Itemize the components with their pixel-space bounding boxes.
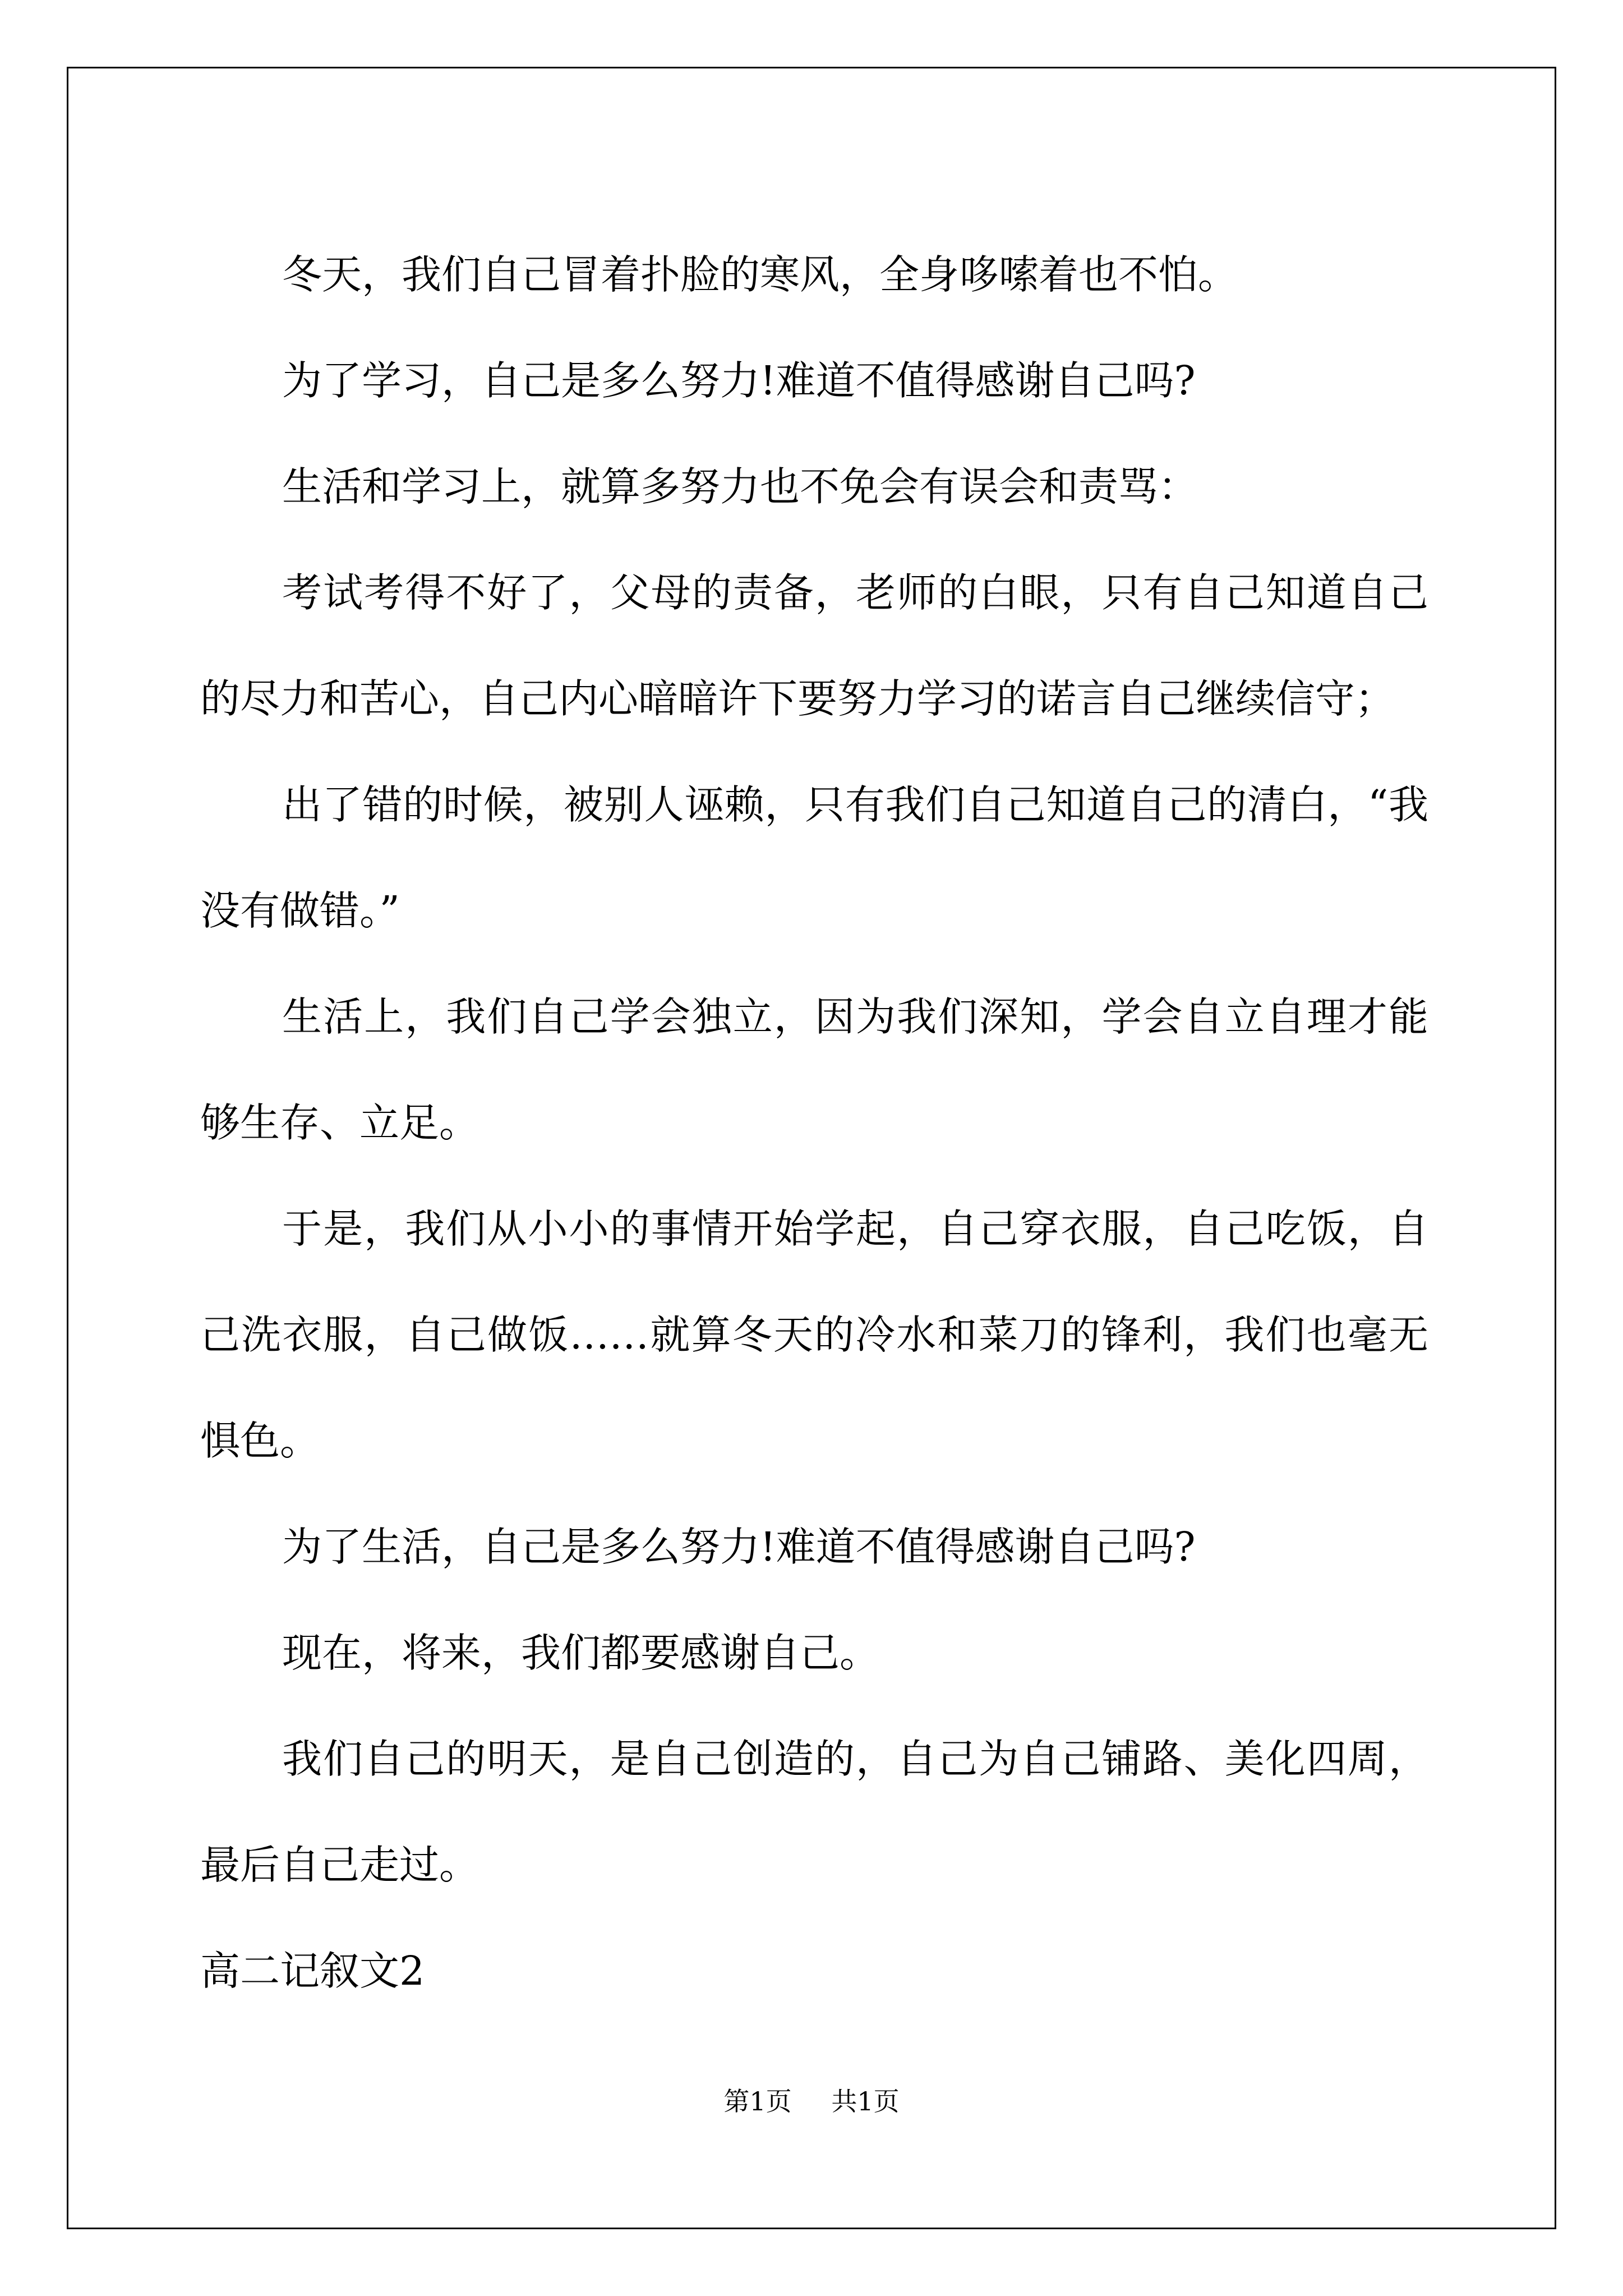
paragraph: 为了生活，自己是多么努力!难道不值得感谢自己吗? <box>282 1524 1196 1570</box>
paragraph: 我们自己的明天，是自己创造的，自己为自己铺路、美化四周，最后自己走过。 <box>200 1736 1428 1888</box>
paragraph: 现在，将来，我们都要感谢自己。 <box>282 1630 880 1676</box>
paragraph: 考试考得不好了，父母的责备，老师的白眼，只有自己知道自己的尽力和苦心，自己内心暗暗许下要努力学习的诺言自己继续信守； <box>200 569 1428 722</box>
paragraph: 为了学习，自己是多么努力!难道不值得感谢自己吗? <box>282 357 1196 404</box>
page-number: 第1页 <box>723 2086 792 2116</box>
section-heading: 高二记叙文2 <box>200 1948 425 1994</box>
document-body <box>200 222 1428 2024</box>
paragraph: 于是，我们从小小的事情开始学起，自己穿衣服，自己吃饭，自己洗衣服，自己做饭……就算冬天的冷水和菜刀的锋利，我们也毫无惧色。 <box>200 1205 1428 1464</box>
page-footer <box>0 2085 1623 2118</box>
paragraph: 冬天，我们自己冒着扑脸的寒风，全身哆嗦着也不怕。 <box>282 251 1238 298</box>
paragraph: 出了错的时候，被别人诬赖，只有我们自己知道自己的清白，“我没有做错。” <box>200 781 1428 934</box>
paragraph: 生活和学习上，就算多努力也不免会有误会和责骂： <box>282 463 1198 510</box>
total-pages: 共1页 <box>831 2086 900 2116</box>
paragraph: 生活上，我们自己学会独立，因为我们深知，学会自立自理才能够生存、立足。 <box>200 993 1428 1146</box>
